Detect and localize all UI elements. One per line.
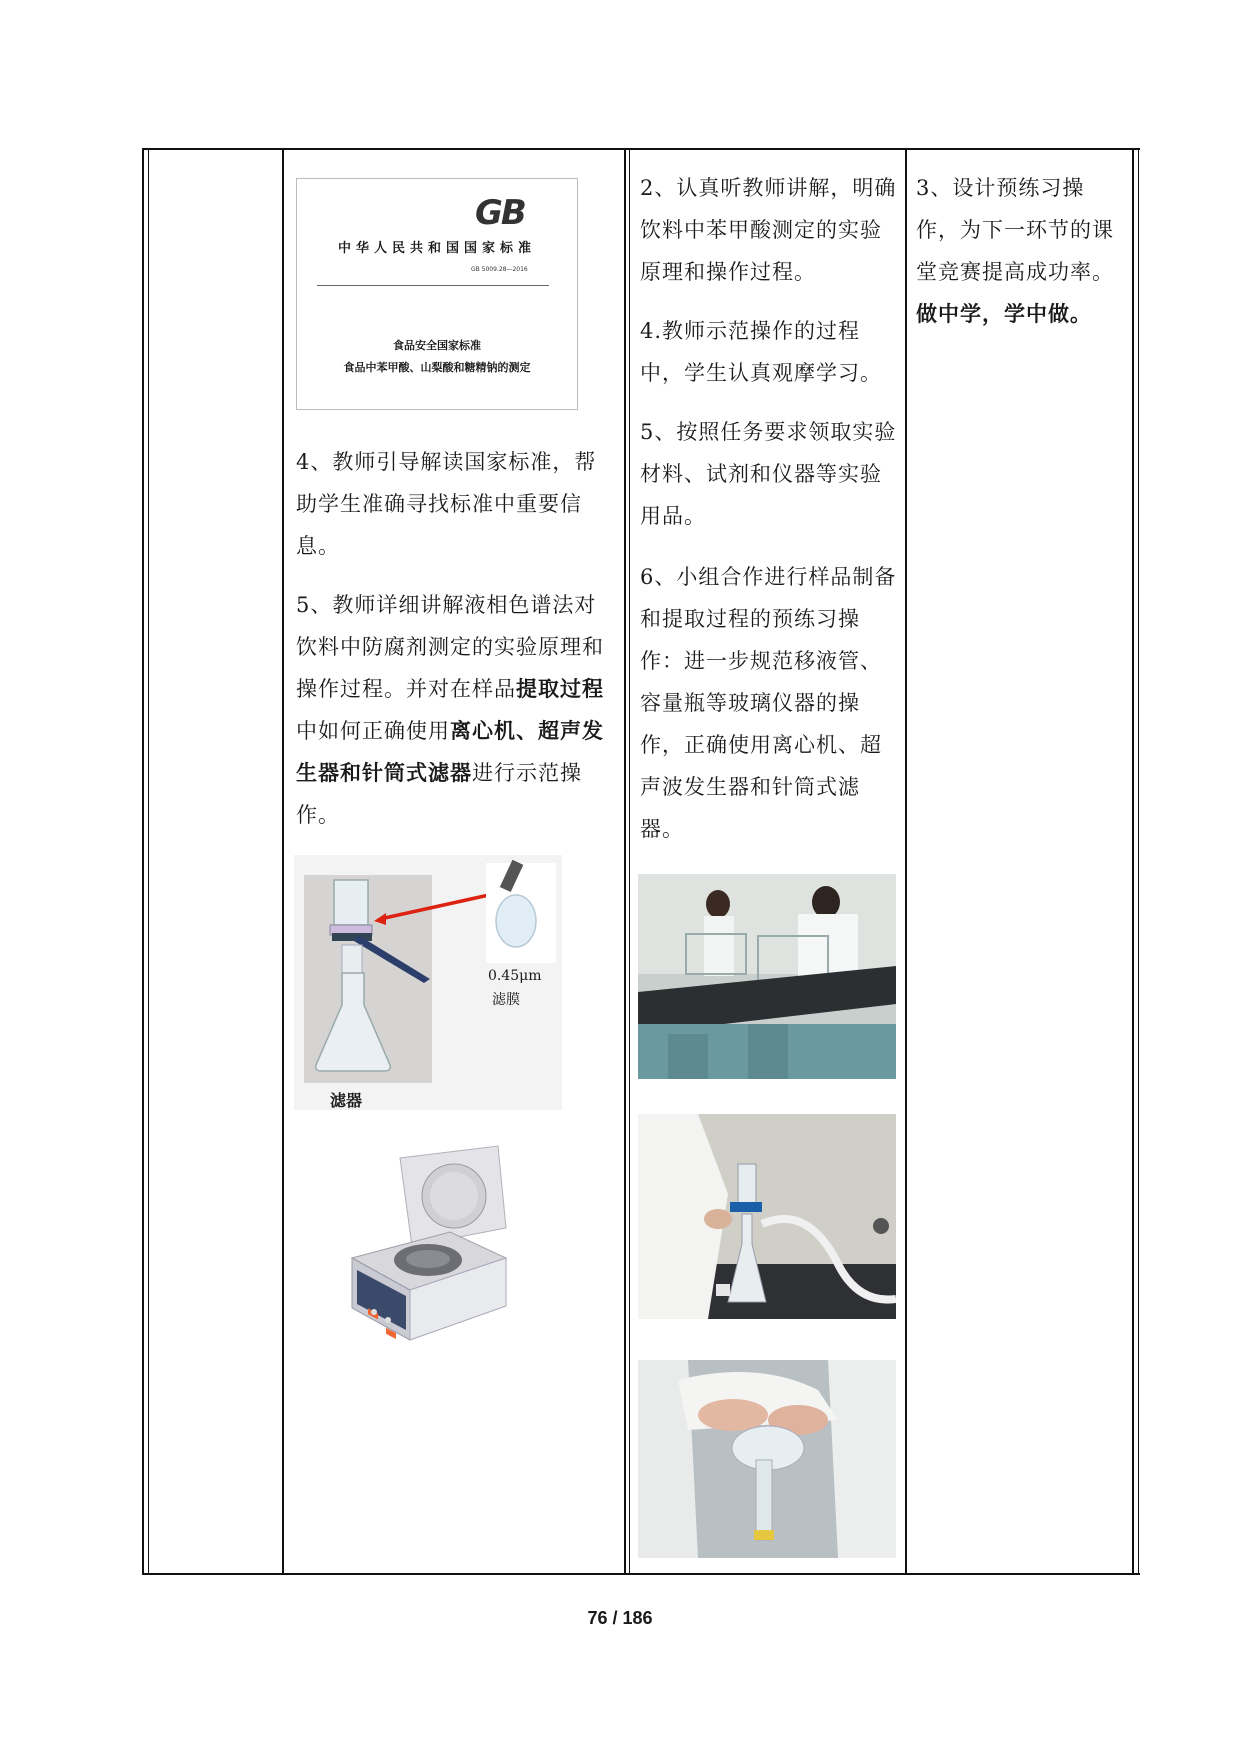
col3-step5-text: 5、按照任务要求领取实验材料、试剂和仪器等实验用品。 bbox=[640, 420, 897, 528]
membrane-size-label: 0.45μm bbox=[488, 968, 542, 984]
centrifuge-image bbox=[330, 1140, 530, 1345]
gb-code: GB 5009.28—2016 bbox=[471, 266, 528, 273]
col4-step3-bold: 做中学，学中做。 bbox=[916, 302, 1092, 326]
step5-bold-equipment: 离心机、超声发生器和针筒式滤器 bbox=[296, 719, 604, 785]
col3-step4-text: 4.教师示范操作的过程中，学生认真观摩学习。 bbox=[640, 319, 882, 385]
filter-label: 滤器 bbox=[330, 1091, 363, 1110]
column-divider-2 bbox=[624, 148, 626, 1575]
page-number: 76 / 186 bbox=[587, 1608, 653, 1628]
col2-step4-text: 4、教师引导解读国家标准，帮助学生准确寻找标准中重要信息。 bbox=[296, 450, 597, 558]
step5-text-c: 进行示范操作。 bbox=[296, 761, 582, 827]
col2-step5-text bbox=[296, 584, 614, 836]
centrifuge-illustration bbox=[330, 1140, 530, 1345]
gb-logo: GB bbox=[475, 193, 525, 233]
step5-bold-extract: 提取过程 bbox=[516, 677, 604, 701]
filter-figure bbox=[294, 855, 562, 1110]
column-divider-3 bbox=[905, 148, 907, 1575]
lab-balance-photo bbox=[638, 874, 896, 1079]
table-right-border-outer bbox=[1138, 148, 1139, 1575]
gb-divider bbox=[317, 285, 549, 286]
col3-step6-text: 6、小组合作进行样品制备和提取过程的预练习操作：进一步规范移液管、容量瓶等玻璃仪器的操作，正确使用离心机、超声波发生器和针筒式滤器。 bbox=[640, 565, 897, 841]
vacuum-filtration-photo bbox=[638, 1114, 896, 1319]
column-divider-1 bbox=[282, 148, 284, 1575]
table-top-border bbox=[142, 148, 1140, 150]
gb-header: 中华人民共和国国家标准 bbox=[337, 241, 536, 256]
table-right-border bbox=[1132, 148, 1134, 1575]
table-left-border-inner bbox=[148, 148, 149, 1575]
col4-step3-text bbox=[916, 167, 1128, 335]
col3-step2-text: 2、认真听教师讲解，明确饮料中苯甲酸测定的实验原理和操作过程。 bbox=[640, 176, 897, 284]
step5-text-a: 5、教师详细讲解液相色谱法对饮料中防腐剂测定的实验原理和操作过程。并对在样品 bbox=[296, 593, 604, 701]
table-left-border-outer bbox=[142, 148, 144, 1575]
step5-text-b: 中如何正确使用 bbox=[296, 719, 450, 743]
pipetting-photo bbox=[638, 1360, 896, 1558]
column-divider-2b bbox=[629, 148, 630, 1575]
col4-step3-plain: 3、设计预练习操作，为下一环节的课堂竞赛提高成功率。 bbox=[916, 176, 1114, 284]
membrane-label: 滤膜 bbox=[492, 992, 520, 1008]
gb-standard-cover bbox=[296, 178, 578, 410]
gb-title-line2: 食品中苯甲酸、山梨酸和糖精钠的测定 bbox=[343, 361, 531, 374]
gb-title-line1: 食品安全国家标准 bbox=[393, 339, 481, 352]
table-bottom-border bbox=[142, 1573, 1140, 1575]
